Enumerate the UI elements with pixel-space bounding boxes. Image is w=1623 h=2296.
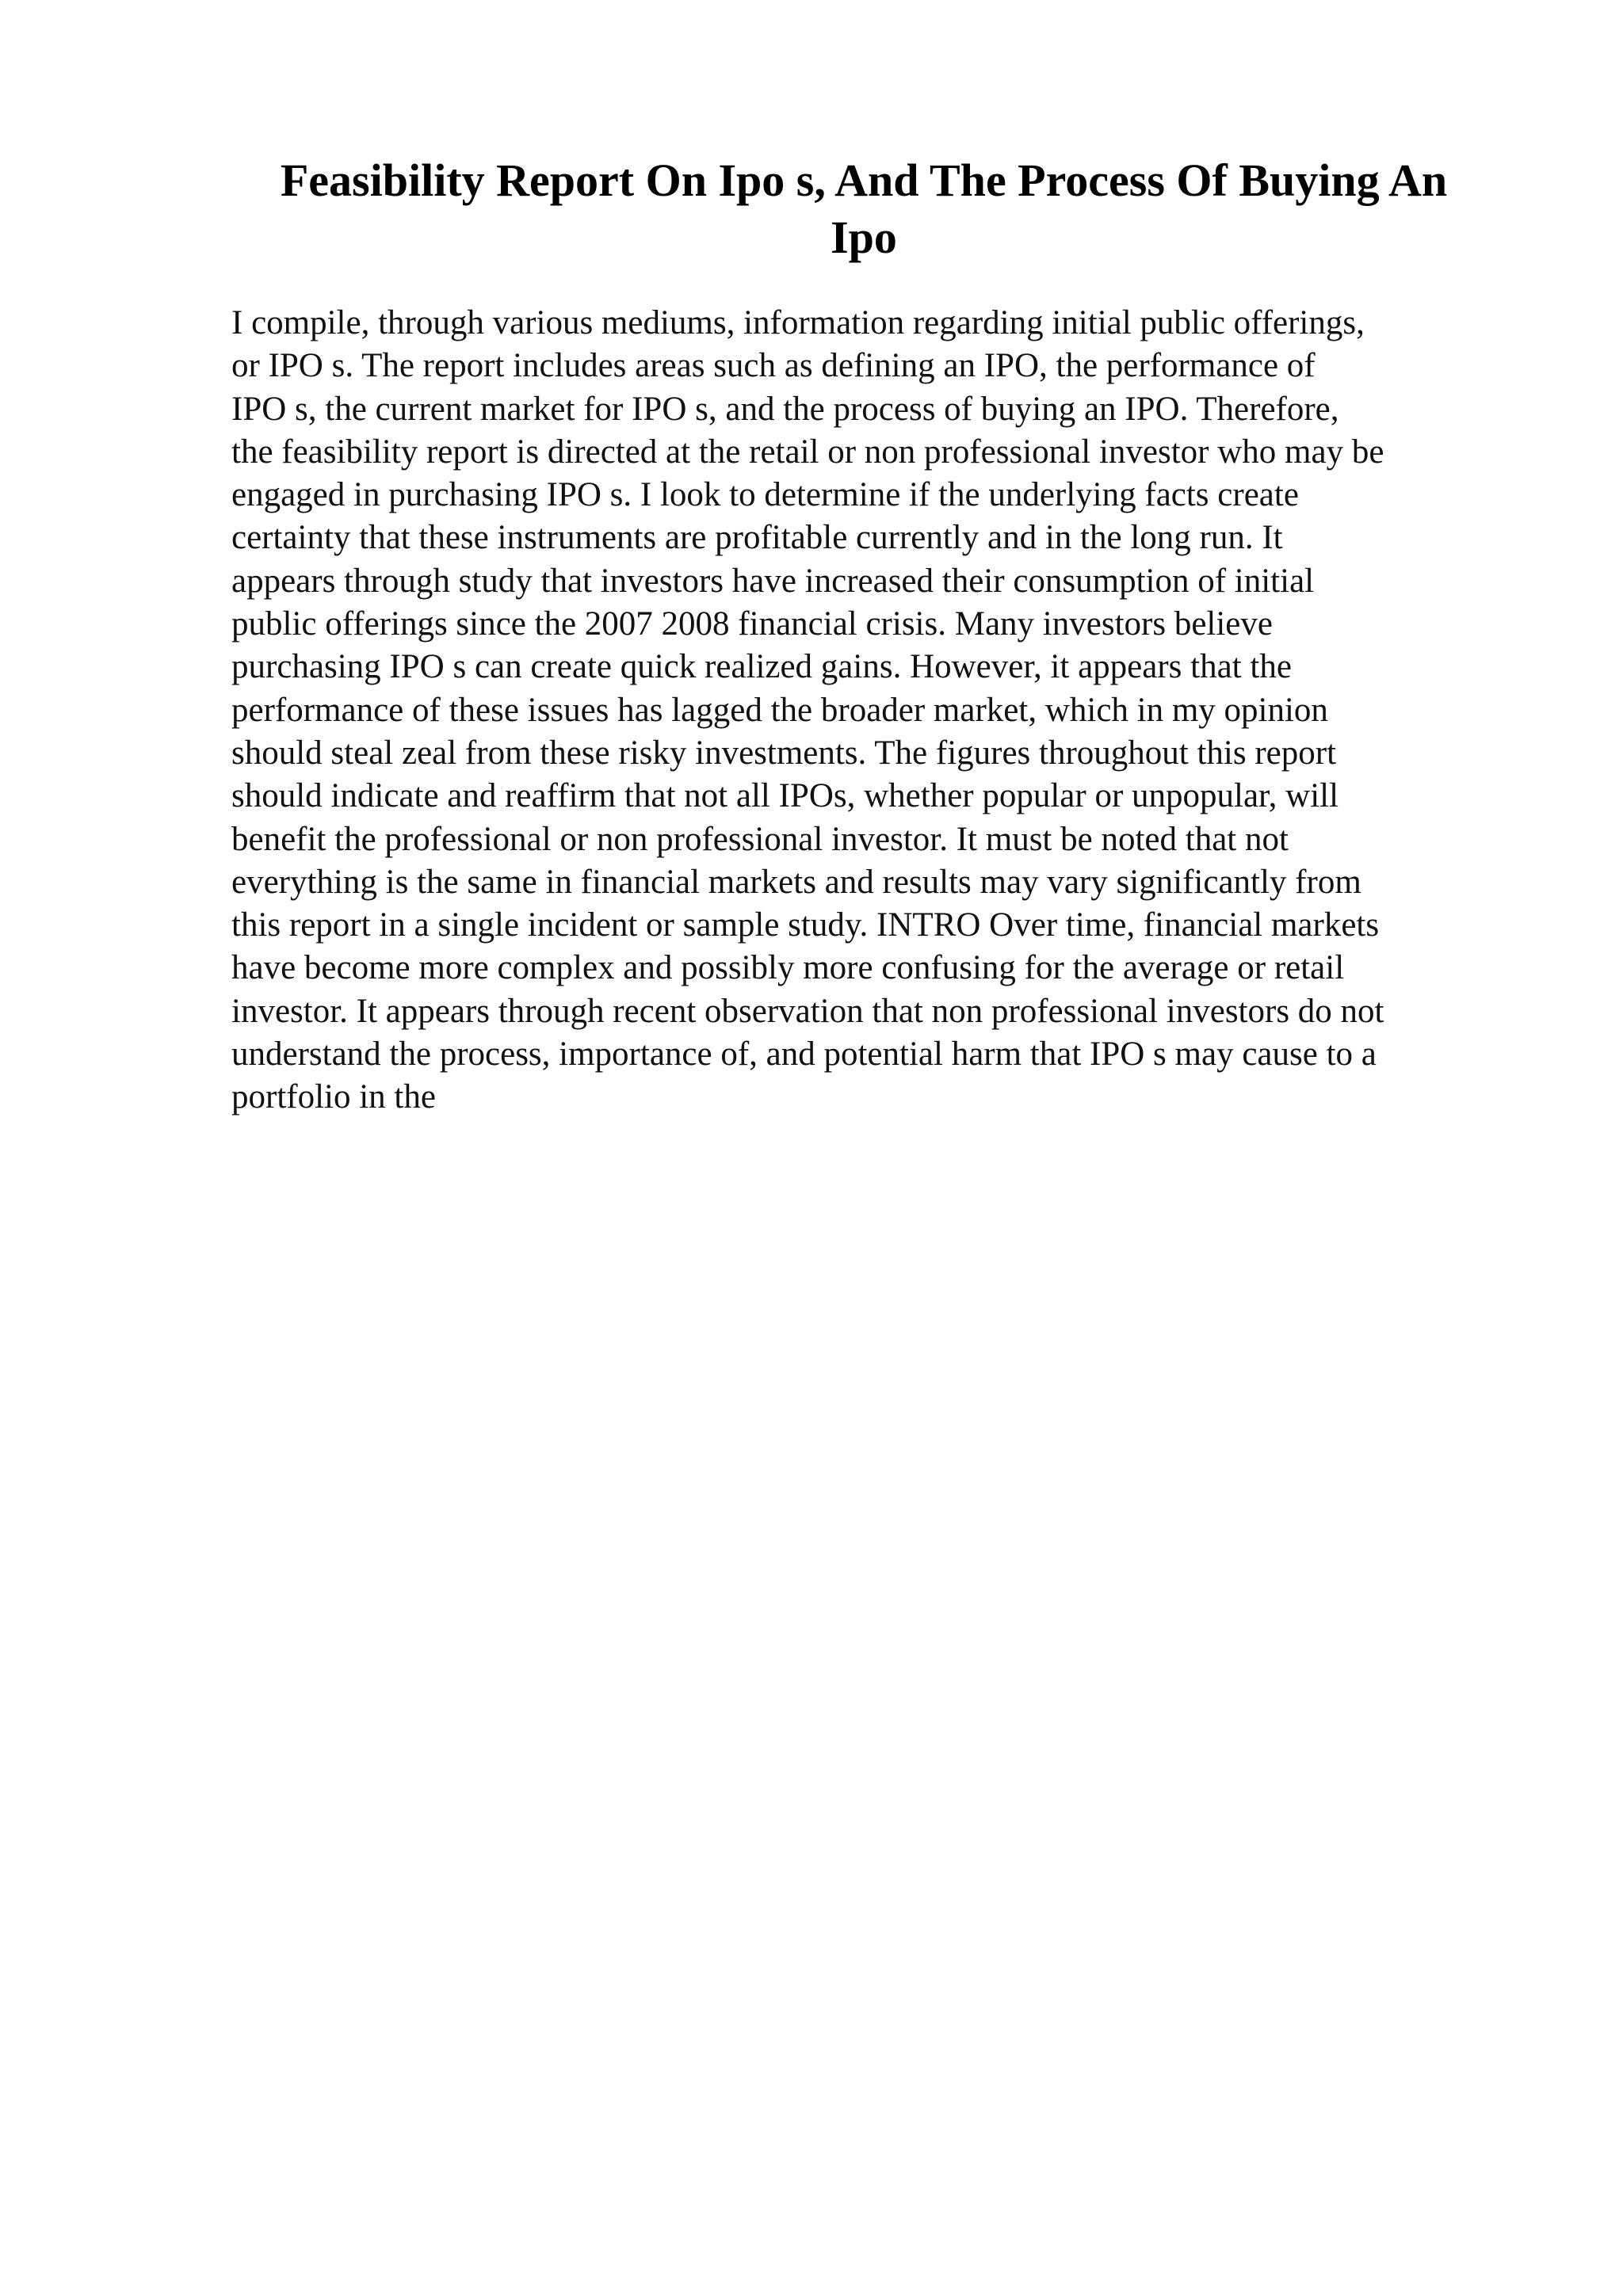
- body-line: IPO s, the current market for IPO s, and the process of buying an IPO. Therefore,: [231, 390, 1339, 428]
- body-line: or IPO s. The report includes areas such as defining an IPO, the performance of: [231, 347, 1316, 385]
- document-title: [230, 152, 1498, 266]
- body-line: should steal zeal from these risky investments. The figures throughout this report: [231, 734, 1337, 772]
- body-line: certainty that these instruments are profitable currently and in the long run. It: [231, 519, 1283, 557]
- body-line: engaged in purchasing IPO s. I look to determine if the underlying facts create: [231, 476, 1299, 514]
- body-line: have become more complex and possibly more confusing for the average or retail: [231, 949, 1345, 987]
- body-line: portfolio in the: [231, 1078, 436, 1116]
- body-line: I compile, through various mediums, information regarding initial public offerings,: [231, 304, 1365, 341]
- body-line: the feasibility report is directed at the retail or non professional investor who may be: [231, 433, 1384, 471]
- body-line: public offerings since the 2007 2008 financial crisis. Many investors believe: [231, 605, 1273, 643]
- body-line: everything is the same in financial markets and results may vary significantly from: [231, 863, 1361, 901]
- body-line: appears through study that investors have increased their consumption of initial: [231, 562, 1315, 600]
- title-line: Feasibility Report On Ipo s, And The Process Of Buying An: [280, 154, 1448, 206]
- body-line: this report in a single incident or sample study. INTRO Over time, financial markets: [231, 906, 1380, 944]
- title-line: Ipo: [831, 212, 897, 263]
- body-line: purchasing IPO s can create quick realized gains. However, it appears that the: [231, 648, 1292, 686]
- body-line: investor. It appears through recent observation that non professional investors do not: [231, 992, 1384, 1030]
- body-line: performance of these issues has lagged the broader market, which in my opinion: [231, 691, 1328, 729]
- body-line: understand the process, importance of, and potential harm that IPO s may cause to a: [231, 1035, 1377, 1074]
- body-line: should indicate and reaffirm that not all IPOs, whether popular or unpopular, will: [231, 777, 1339, 815]
- body-line: benefit the professional or non professional investor. It must be noted that not: [231, 820, 1289, 858]
- document-body: [231, 302, 1507, 1119]
